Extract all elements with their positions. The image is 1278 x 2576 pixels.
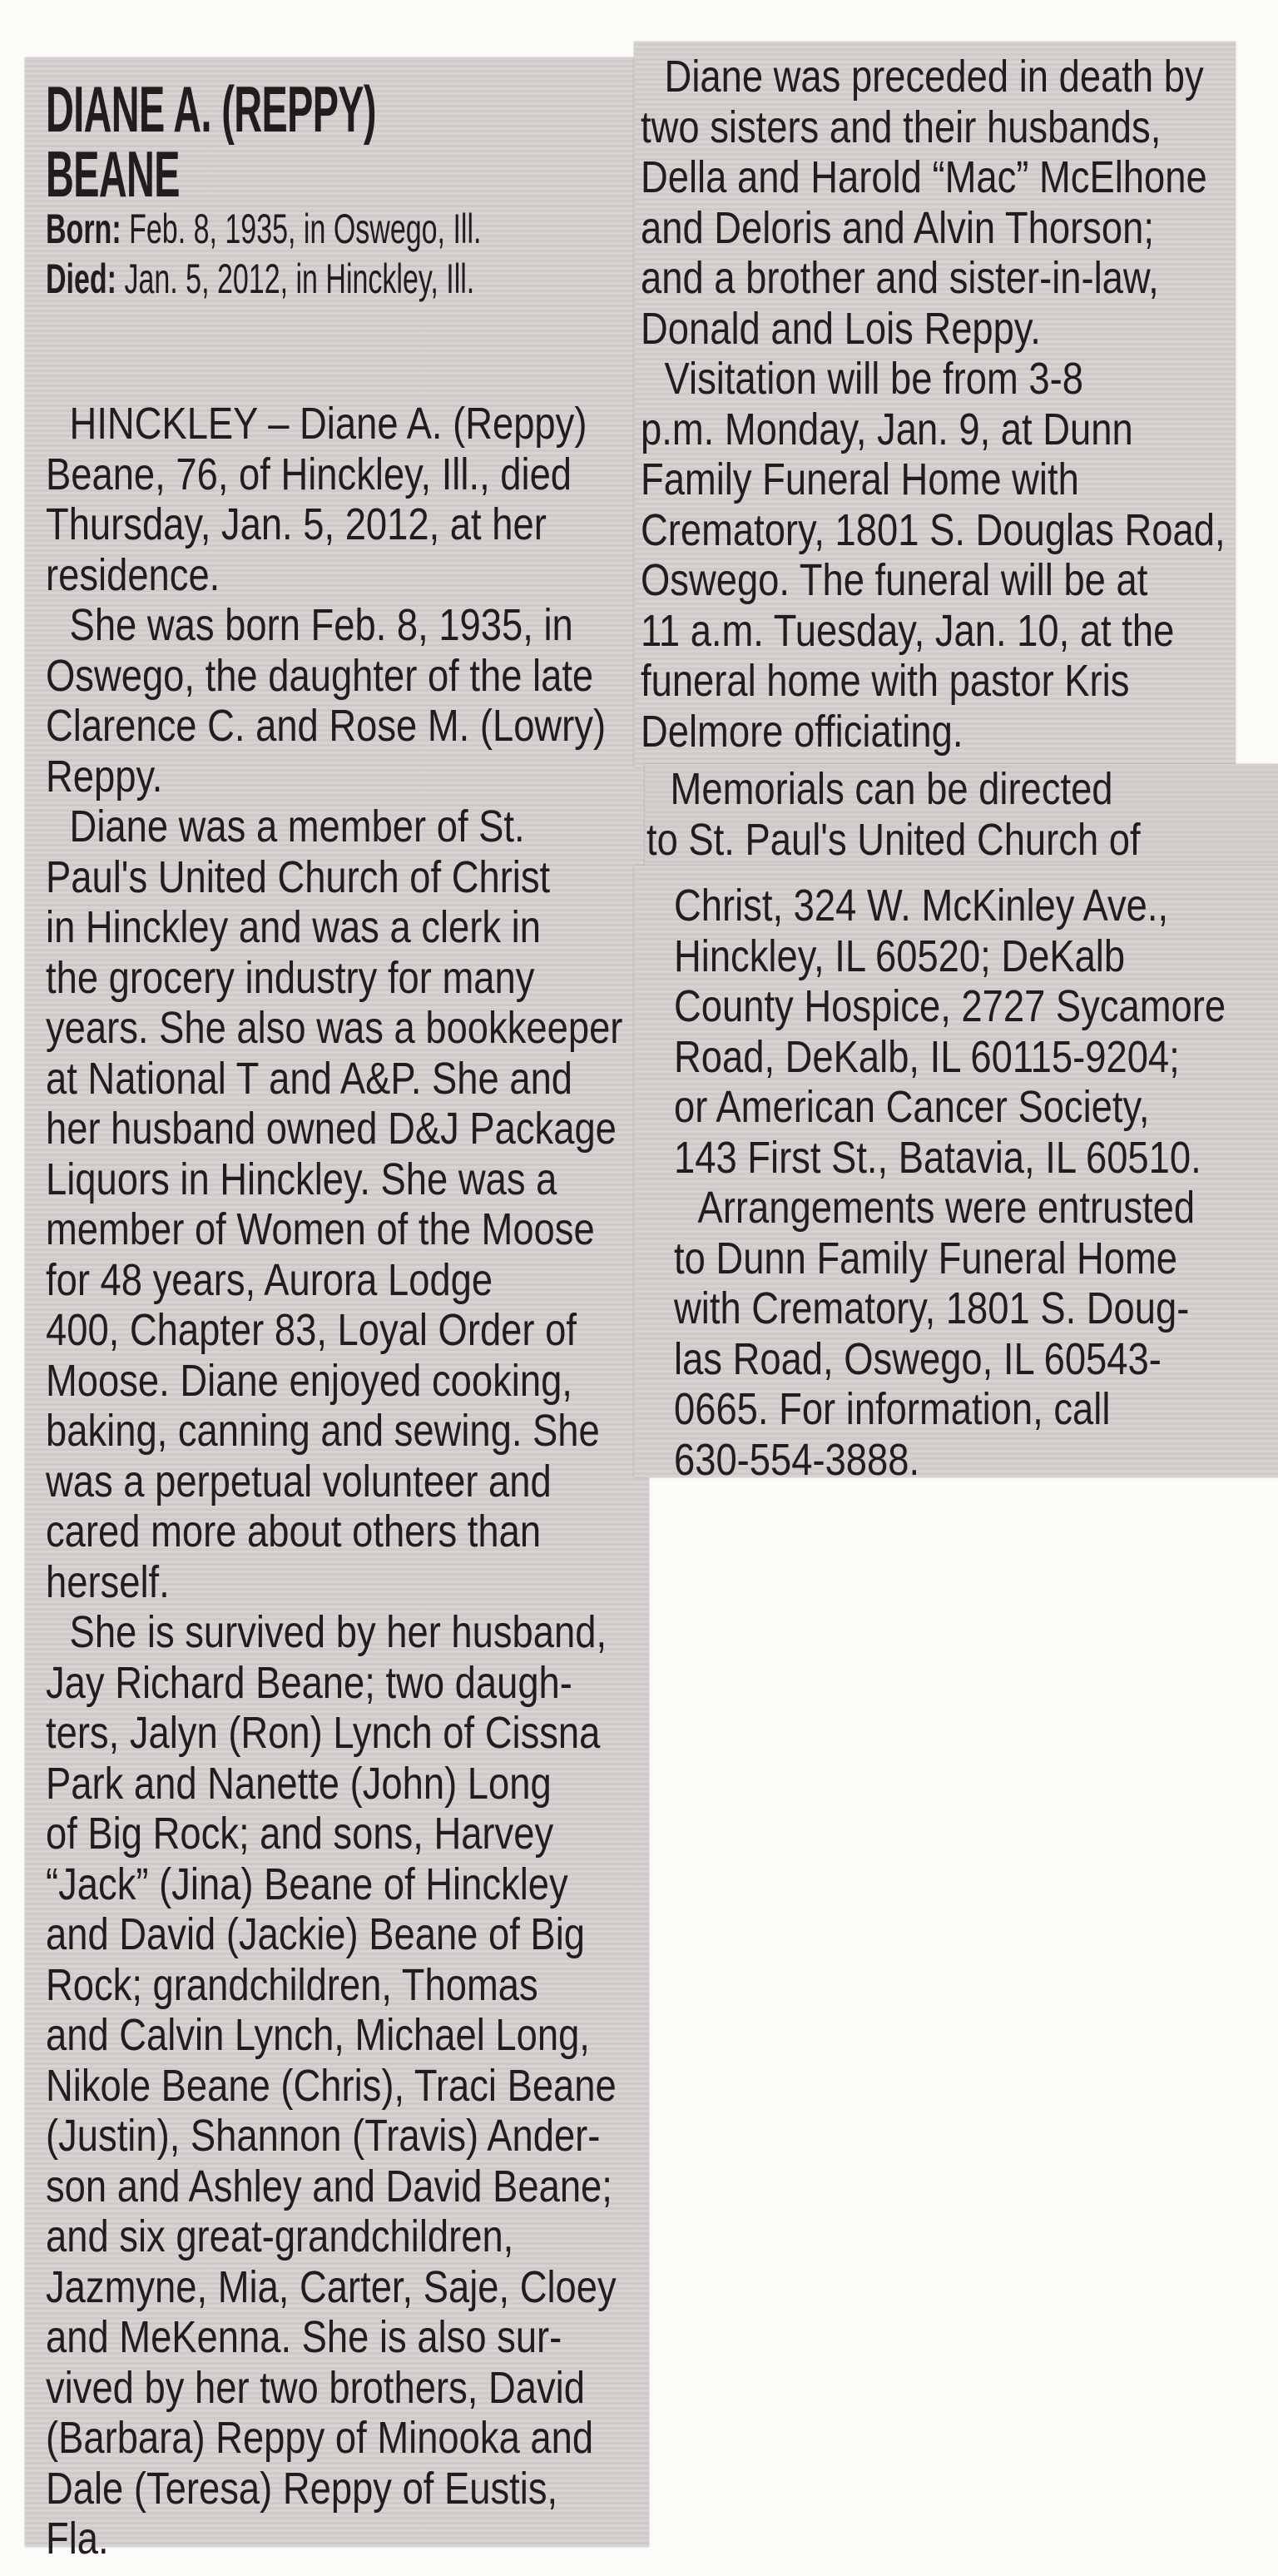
text-line: Jay Richard Beane; two daugh-: [46, 1657, 572, 1708]
text-line: (Justin), Shannon (Travis) Ander-: [46, 2111, 601, 2161]
text-line: Beane, 76, of Hinckley, Ill., died: [46, 449, 572, 499]
text-line: residence.: [46, 549, 220, 600]
right-body-text-2: [646, 764, 1235, 865]
obituary-name-line1: DIANE A. (REPPY): [46, 72, 376, 146]
right-body-text-1: [641, 52, 1278, 757]
text-line: Park and Nanette (John) Long: [46, 1758, 552, 1809]
text-line: 143 First St., Batavia, IL 60510.: [674, 1132, 1201, 1183]
text-line: was a perpetual volunteer and: [46, 1456, 552, 1506]
text-line: son and Ashley and David Beane;: [46, 2161, 612, 2211]
text-line: Dale (Teresa) Reppy of Eustis,: [46, 2463, 558, 2514]
text-line: with Crematory, 1801 S. Doug-: [674, 1283, 1190, 1333]
clipping-left-column: [25, 57, 649, 2564]
right-body-text-3: [674, 881, 1278, 1485]
text-line: Clarence C. and Rose M. (Lowry): [46, 701, 607, 751]
text-line: Memorials can be directed: [670, 764, 1113, 814]
died-line: [46, 254, 474, 304]
text-line: 630-554-3888.: [674, 1434, 920, 1485]
clipping-right-bottom: [634, 866, 1278, 1485]
text-line: two sisters and their husbands,: [641, 102, 1162, 152]
text-line: of Big Rock; and sons, Harvey: [46, 1809, 554, 1859]
born-label: Born:: [46, 206, 121, 252]
text-line: and six great-grandchildren,: [46, 2211, 514, 2261]
text-line: Family Funeral Home with: [641, 454, 1079, 504]
text-line: Della and Harold “Mac” McElhone: [641, 152, 1207, 202]
text-line: “Jack” (Jina) Beane of Hinckley: [46, 1859, 568, 1909]
text-line: at National T and A&P. She and: [46, 1053, 573, 1104]
text-line: 0665. For information, call: [674, 1384, 1111, 1434]
text-line: her husband owned D&J Package: [46, 1104, 617, 1154]
text-line: and MeKenna. She is also sur-: [46, 2312, 562, 2362]
text-line: years. She also was a bookkeeper: [46, 1003, 623, 1053]
text-line: member of Women of the Moose: [46, 1204, 595, 1254]
born-value: Feb. 8, 1935, in Oswego, Ill.: [129, 206, 482, 252]
text-line: 400, Chapter 83, Loyal Order of: [46, 1305, 577, 1355]
text-line: to St. Paul's United Church of: [646, 814, 1141, 865]
text-line: p.m. Monday, Jan. 9, at Dunn: [641, 404, 1133, 454]
text-line: Delmore officiating.: [641, 706, 963, 757]
text-line: Thursday, Jan. 5, 2012, at her: [46, 499, 547, 549]
text-line: the grocery industry for many: [46, 952, 535, 1003]
text-line: Visitation will be from 3-8: [664, 354, 1083, 404]
text-line: and a brother and sister-in-law,: [641, 253, 1159, 303]
text-line: and Deloris and Alvin Thorson;: [641, 202, 1154, 253]
text-line: County Hospice, 2727 Sycamore: [674, 981, 1226, 1031]
text-line: and David (Jackie) Beane of Big: [46, 1909, 586, 1959]
text-line: for 48 years, Aurora Lodge: [46, 1254, 493, 1305]
died-label: Died:: [46, 256, 116, 302]
text-line: Christ, 324 W. McKinley Ave.,: [674, 881, 1169, 931]
clipping-right-middle: [645, 764, 1278, 866]
left-body-text: [46, 399, 732, 2564]
text-line: Hinckley, IL 60520; DeKalb: [674, 931, 1126, 981]
text-line: Road, DeKalb, IL 60115-9204;: [674, 1031, 1180, 1082]
text-line: Oswego. The funeral will be at: [641, 555, 1148, 605]
text-line: funeral home with pastor Kris: [641, 656, 1130, 706]
text-line: baking, canning and sewing. She: [46, 1406, 600, 1456]
clipping-right-top: [634, 42, 1236, 767]
text-line: Arrangements were entrusted: [697, 1183, 1196, 1233]
text-line: (Barbara) Reppy of Minooka and: [46, 2413, 594, 2463]
text-line: Donald and Lois Reppy.: [641, 303, 1041, 354]
text-line: and Calvin Lynch, Michael Long,: [46, 2010, 590, 2060]
text-line: las Road, Oswego, IL 60543-: [674, 1333, 1162, 1384]
text-line: Crematory, 1801 S. Douglas Road,: [641, 504, 1226, 555]
died-value: Jan. 5, 2012, in Hinckley, Ill.: [124, 256, 475, 302]
text-line: Oswego, the daughter of the late: [46, 650, 594, 701]
text-line: cared more about others than: [46, 1506, 542, 1556]
born-line: [46, 204, 481, 254]
text-line: or American Cancer Society,: [674, 1082, 1150, 1132]
text-line: vived by her two brothers, David: [46, 2362, 585, 2413]
text-line: Diane was a member of St.: [69, 802, 525, 851]
text-line: to Dunn Family Funeral Home: [674, 1233, 1178, 1283]
text-line: in Hinckley and was a clerk in: [46, 902, 541, 952]
text-line: 11 a.m. Tuesday, Jan. 10, at the: [641, 605, 1175, 656]
text-line: Reppy.: [46, 751, 163, 802]
text-line: ters, Jalyn (Ron) Lynch of Cissna: [46, 1708, 601, 1758]
obituary-name-line2: BEANE: [46, 137, 180, 211]
text-line: Liquors in Hinckley. She was a: [46, 1154, 557, 1204]
text-line: Nikole Beane (Chris), Traci Beane: [46, 2060, 617, 2111]
text-line: Fla.: [46, 2514, 109, 2564]
text-line: Jazmyne, Mia, Carter, Saje, Cloey: [46, 2261, 617, 2312]
text-line: Paul's United Church of Christ: [46, 851, 551, 902]
text-line: Moose. Diane enjoyed cooking,: [46, 1355, 572, 1406]
text-line: She was born Feb. 8, 1935, in: [69, 600, 573, 650]
text-line: HINCKLEY – Diane A. (Reppy): [69, 399, 587, 449]
text-line: herself.: [46, 1556, 170, 1607]
text-line: Rock; grandchildren, Thomas: [46, 1959, 538, 2010]
text-line: She is survived by her husband,: [69, 1607, 607, 1657]
text-line: Diane was preceded in death by: [664, 52, 1204, 102]
